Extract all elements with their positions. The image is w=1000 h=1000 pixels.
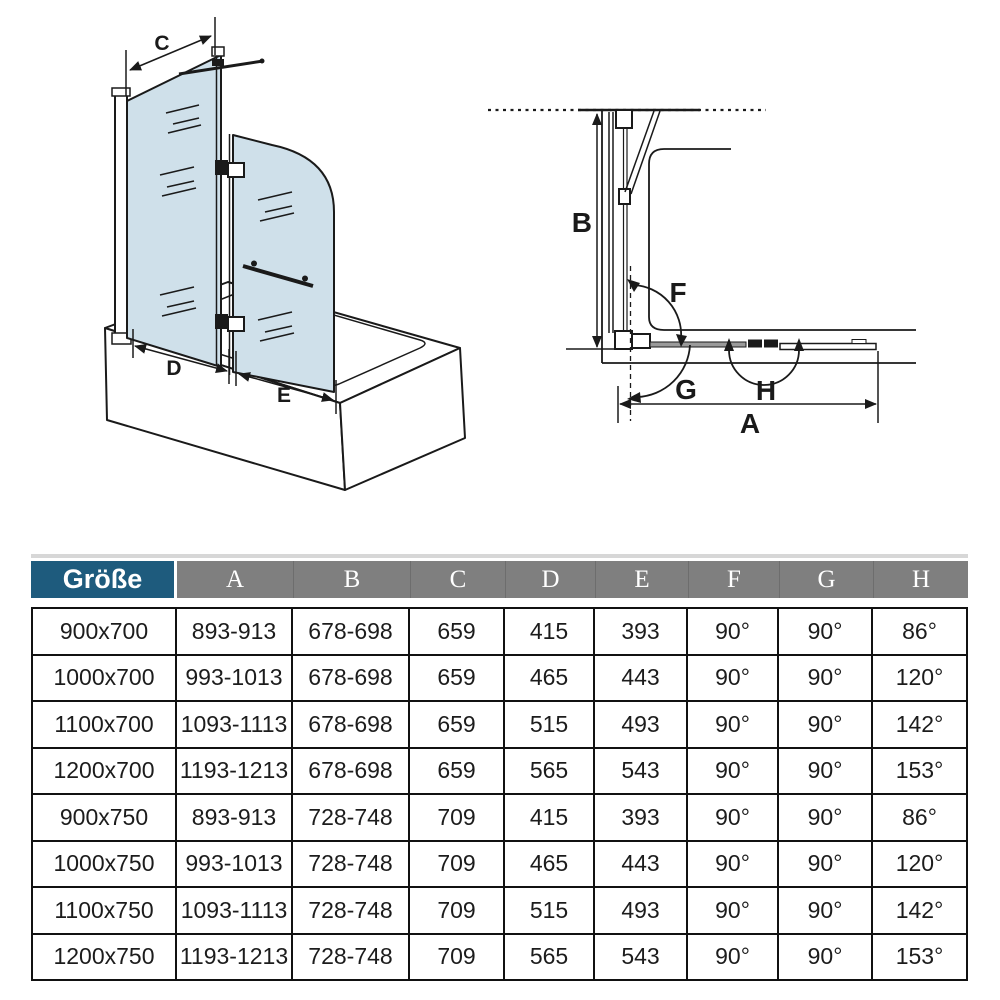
hinge-top xyxy=(215,160,244,177)
table-row xyxy=(32,794,967,841)
table-cell: 90° xyxy=(778,887,872,934)
table-cell: 120° xyxy=(872,841,967,888)
table-header-size: Größe xyxy=(31,561,174,598)
table-cell: 543 xyxy=(594,934,687,981)
table-cell: 709 xyxy=(409,887,504,934)
panel-end-cap xyxy=(852,340,866,344)
dim-label-a: A xyxy=(739,408,761,439)
table-row xyxy=(32,934,967,981)
table-cell: 142° xyxy=(872,887,967,934)
table-cell: 1200x750 xyxy=(32,934,176,981)
table-cell: 893-913 xyxy=(176,794,292,841)
table-cell: 90° xyxy=(687,887,778,934)
table-header-row xyxy=(31,561,968,598)
table-cell: 90° xyxy=(778,748,872,795)
dim-label-c: C xyxy=(154,32,170,55)
glass-panel-fixed xyxy=(127,55,221,367)
panel-closed-position xyxy=(609,112,613,333)
table-cell: 659 xyxy=(409,608,504,655)
table-row xyxy=(32,887,967,934)
pivot-block xyxy=(615,331,632,349)
table-cell: 90° xyxy=(778,841,872,888)
hinge-block-2 xyxy=(764,340,778,348)
table-row xyxy=(32,841,967,888)
hinge-block-1 xyxy=(748,340,762,348)
table-cell: 543 xyxy=(594,748,687,795)
table-row xyxy=(32,748,967,795)
table-cell: 90° xyxy=(778,934,872,981)
panel-open-folding xyxy=(780,344,876,350)
table-row xyxy=(32,655,967,702)
table-cell: 153° xyxy=(872,748,967,795)
wall-bracket xyxy=(616,110,632,128)
table-cell: 678-698 xyxy=(292,748,409,795)
table-cell: 90° xyxy=(687,608,778,655)
table-cell: 393 xyxy=(594,608,687,655)
table-cell: 728-748 xyxy=(292,934,409,981)
table-cell: 678-698 xyxy=(292,608,409,655)
tub-rim-outline xyxy=(649,149,916,330)
table-cell: 493 xyxy=(594,887,687,934)
table-header-col-f: F xyxy=(688,561,779,598)
table-cell: 90° xyxy=(687,841,778,888)
table-header-col-h: H xyxy=(873,561,968,598)
table-cell: 90° xyxy=(778,655,872,702)
angle-label-h: H xyxy=(755,375,777,406)
table-cell: 515 xyxy=(504,887,594,934)
table-cell: 659 xyxy=(409,655,504,702)
panel-post-cap xyxy=(212,47,224,56)
table-cell: 1093-1113 xyxy=(176,887,292,934)
table-cell: 1193-1213 xyxy=(176,934,292,981)
dim-label-b: B xyxy=(571,207,592,238)
size-table-body xyxy=(31,607,968,981)
table-cell: 678-698 xyxy=(292,655,409,702)
table-cell: 86° xyxy=(872,608,967,655)
table-header-col-g: G xyxy=(779,561,873,598)
angle-label-f: F xyxy=(669,277,687,308)
table-cell: 142° xyxy=(872,701,967,748)
table-header-col-b: B xyxy=(293,561,410,598)
table-cell: 728-748 xyxy=(292,794,409,841)
table-cell: 90° xyxy=(778,794,872,841)
dim-label-d: D xyxy=(166,357,182,380)
size-table xyxy=(31,554,968,981)
table-cell: 443 xyxy=(594,841,687,888)
table-row xyxy=(32,701,967,748)
angle-g xyxy=(627,345,697,405)
table-cell: 90° xyxy=(687,655,778,702)
table-cell: 90° xyxy=(778,608,872,655)
table-cell: 90° xyxy=(687,748,778,795)
table-cell: 1093-1113 xyxy=(176,701,292,748)
table-cell: 465 xyxy=(504,655,594,702)
table-cell: 90° xyxy=(778,701,872,748)
table-cell: 709 xyxy=(409,934,504,981)
table-cell: 443 xyxy=(594,655,687,702)
table-cell: 900x700 xyxy=(32,608,176,655)
table-cell: 678-698 xyxy=(292,701,409,748)
table-cell: 993-1013 xyxy=(176,655,292,702)
table-header-col-a: A xyxy=(177,561,293,598)
table-cell: 709 xyxy=(409,841,504,888)
dim-label-e: E xyxy=(276,384,292,407)
table-cell: 465 xyxy=(504,841,594,888)
table-cell: 515 xyxy=(504,701,594,748)
pivot-hinge xyxy=(632,334,650,348)
table-header-col-e: E xyxy=(595,561,688,598)
table-header-col-d: D xyxy=(505,561,595,598)
glass-panel-folding xyxy=(233,135,334,392)
table-cell: 565 xyxy=(504,748,594,795)
table-cell: 1193-1213 xyxy=(176,748,292,795)
table-cell: 415 xyxy=(504,608,594,655)
table-cell: 1100x700 xyxy=(32,701,176,748)
table-row xyxy=(32,608,967,655)
table-cell: 90° xyxy=(687,934,778,981)
table-top-strip xyxy=(31,554,968,558)
wall-profile-plan xyxy=(624,128,628,331)
table-cell: 1100x750 xyxy=(32,887,176,934)
hinge-bottom xyxy=(215,314,244,331)
size-table-tbody xyxy=(32,608,967,980)
table-cell: 565 xyxy=(504,934,594,981)
table-cell: 1000x700 xyxy=(32,655,176,702)
table-cell: 153° xyxy=(872,934,967,981)
table-cell: 493 xyxy=(594,701,687,748)
table-header-col-c: C xyxy=(410,561,505,598)
dimension-a xyxy=(618,351,878,439)
table-cell: 659 xyxy=(409,748,504,795)
plan-view-diagram xyxy=(488,110,916,439)
table-cell: 900x750 xyxy=(32,794,176,841)
table-cell: 893-913 xyxy=(176,608,292,655)
table-cell: 993-1013 xyxy=(176,841,292,888)
table-cell: 90° xyxy=(687,794,778,841)
table-cell: 728-748 xyxy=(292,841,409,888)
table-cell: 415 xyxy=(504,794,594,841)
table-cell: 728-748 xyxy=(292,887,409,934)
table-cell: 1200x700 xyxy=(32,748,176,795)
table-cell: 659 xyxy=(409,701,504,748)
table-cell: 90° xyxy=(687,701,778,748)
angle-label-g: G xyxy=(675,374,697,405)
table-cell: 86° xyxy=(872,794,967,841)
table-cell: 120° xyxy=(872,655,967,702)
table-cell: 1000x750 xyxy=(32,841,176,888)
table-header-columns xyxy=(177,561,968,598)
table-cell: 393 xyxy=(594,794,687,841)
table-cell: 709 xyxy=(409,794,504,841)
bathtub-3d-diagram xyxy=(105,17,465,490)
